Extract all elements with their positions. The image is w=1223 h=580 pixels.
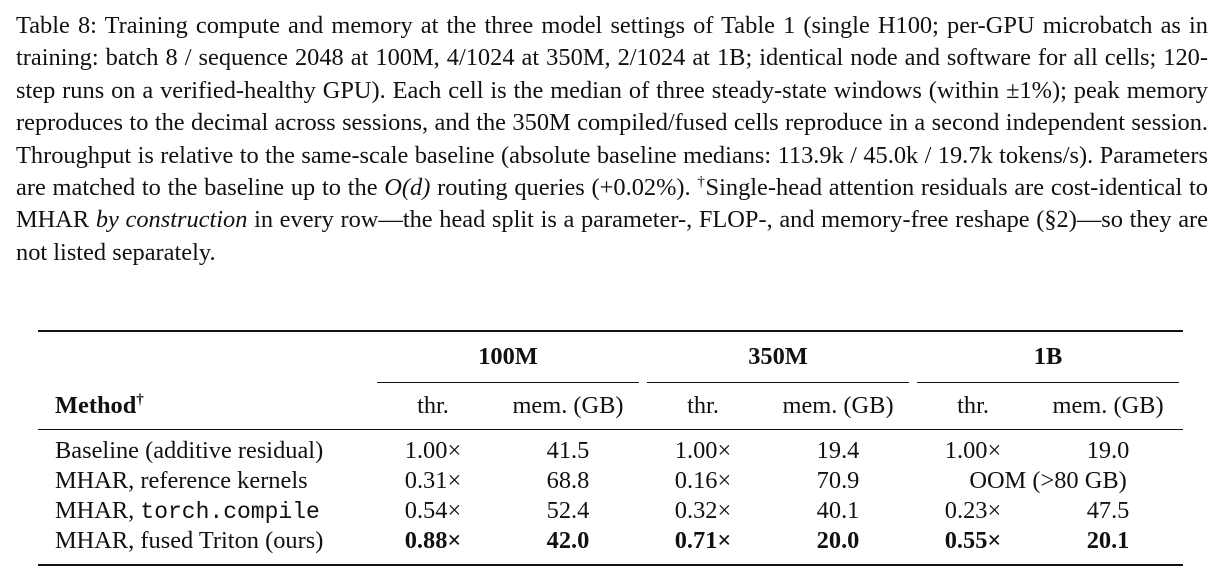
caption-emphasis: by construction bbox=[95, 206, 248, 234]
caption-label: Table 8: bbox=[16, 12, 97, 39]
subheader-thr-350m: thr. bbox=[687, 392, 719, 419]
table-row-baseline bbox=[38, 436, 1183, 466]
empty-header-cell bbox=[38, 331, 373, 381]
cell-thr-350m: 0.32× bbox=[674, 497, 732, 524]
cell-thr-350m: 0.16× bbox=[674, 467, 732, 494]
cell-mem-350m: 70.9 bbox=[816, 467, 860, 494]
cell-mem-100m: 52.4 bbox=[546, 497, 590, 524]
cell-oom-1b: OOM (>80 GB) bbox=[969, 467, 1127, 494]
cell-mem-350m: 19.4 bbox=[816, 437, 860, 464]
caption-text-3: Single-head attention residuals are cost-identical to MHAR bbox=[16, 174, 1209, 234]
cell-thr-350m: 1.00× bbox=[674, 437, 732, 464]
table-row-torch-compile bbox=[38, 496, 1183, 526]
cell-thr-1b: 0.23× bbox=[944, 497, 1002, 524]
cell-thr-1b: 1.00× bbox=[944, 437, 1002, 464]
row-method: MHAR, reference kernels bbox=[55, 467, 308, 494]
table-caption bbox=[16, 10, 1208, 269]
cell-mem-1b: 20.1 bbox=[1033, 526, 1183, 565]
group-header-row bbox=[38, 331, 1183, 381]
cell-thr-350m: 0.71× bbox=[643, 526, 763, 565]
cell-thr-100m: 0.54× bbox=[404, 497, 462, 524]
caption-text-2: routing queries (+0.02%). bbox=[430, 174, 698, 202]
group-header-1b: 1B bbox=[1033, 342, 1063, 370]
method-column-header: Method† bbox=[55, 391, 144, 420]
caption-math-order: O(d) bbox=[384, 174, 431, 202]
caption-text-1: Training compute and memory at the three model settings of Table 1 (single H100; per-GPU microbatch as in training: batch 8 / sequence 2048 at 100M, 4/1024 at 350M, 2/1024 at 1B; identical node and software for all cells; 120-step runs on a verified-healthy GPU). Each cell is the median of three steady-state windows (within ±1%); peak memory reproduces to the decimal across sessions, and the 350M compiled/fused cells reproduce in a second independent session. Throughput is relative to the same-scale baseline (absolute baseline medians: 113.9k / 45.0k / 19.7k tokens/s). Parameters are matched to the baseline up to the bbox=[16, 12, 1209, 202]
group-header-350m: 350M bbox=[748, 342, 808, 370]
cell-mem-350m: 40.1 bbox=[816, 497, 860, 524]
group-header-100m: 100M bbox=[478, 342, 538, 370]
method-dagger: † bbox=[136, 391, 144, 408]
subheader-row bbox=[38, 383, 1183, 430]
method-code: torch.compile bbox=[140, 499, 320, 525]
subheader-mem-350m: mem. (GB) bbox=[782, 392, 894, 419]
cell-thr-1b: 0.55× bbox=[913, 526, 1033, 565]
subheader-mem-1b: mem. (GB) bbox=[1052, 392, 1164, 419]
cell-mem-100m: 42.0 bbox=[493, 526, 643, 565]
cell-thr-100m: 1.00× bbox=[404, 437, 462, 464]
caption-dagger: † bbox=[697, 173, 706, 190]
subheader-mem-100m: mem. (GB) bbox=[512, 392, 624, 419]
table-row-fused-triton bbox=[38, 526, 1183, 565]
cell-mem-1b: 19.0 bbox=[1086, 437, 1130, 464]
cell-mem-350m: 20.0 bbox=[763, 526, 913, 565]
row-method: MHAR, torch.compile bbox=[55, 497, 320, 525]
cell-mem-1b: 47.5 bbox=[1086, 497, 1130, 524]
table-row-reference-kernels bbox=[38, 466, 1183, 496]
subheader-thr-1b: thr. bbox=[957, 392, 989, 419]
subheader-thr-100m: thr. bbox=[417, 392, 449, 419]
cell-mem-100m: 41.5 bbox=[546, 437, 590, 464]
row-method: MHAR, fused Triton (ours) bbox=[38, 526, 373, 565]
cell-thr-100m: 0.88× bbox=[373, 526, 493, 565]
cell-mem-100m: 68.8 bbox=[546, 467, 590, 494]
results-table bbox=[38, 330, 1183, 566]
row-method: Baseline (additive residual) bbox=[55, 437, 324, 464]
caption-text-4: in every row—the head split is a parameter-, FLOP-, and memory-free reshape (§2)—so they are not listed separately. bbox=[16, 206, 1208, 266]
cell-thr-100m: 0.31× bbox=[404, 467, 462, 494]
